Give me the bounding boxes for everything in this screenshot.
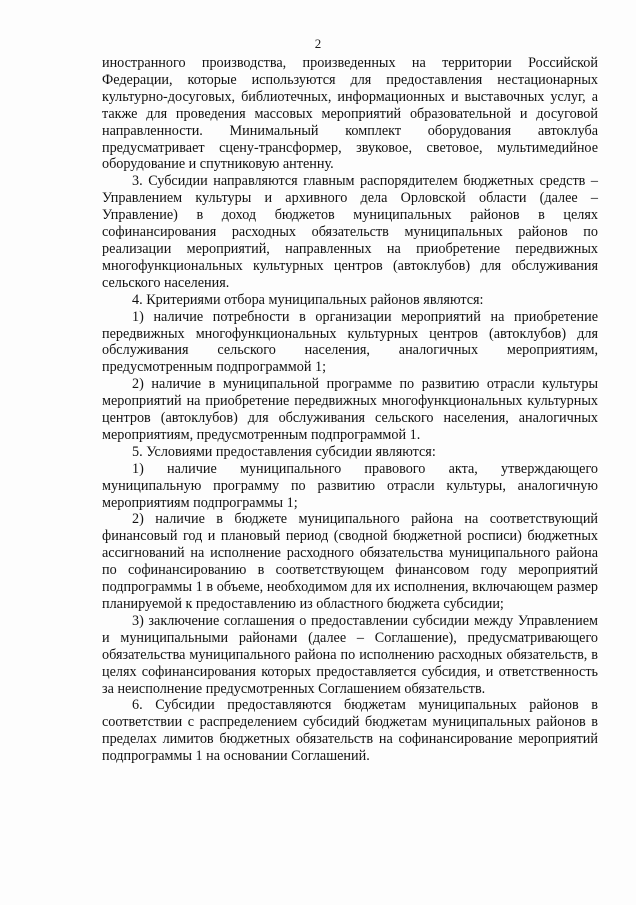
paragraph-item-5-3: 3) заключение соглашения о предоставлении субсидии между Управлением и муниципальными районами (далее – Соглашение), предусматривающего обязательства муниципального района по исполнению расходных обязательств, в целях софинансирования которых предоставляется субсидия, и ответственность за неисполнение предусмотренных Соглашением обязательств. — [102, 612, 598, 697]
paragraph-item-5-2: 2) наличие в бюджете муниципального района на соответствующий финансовый год и плановый период (сводной бюджетной росписи) бюджетных ассигнований на исполнение расходного обязательства муниципального района по софинансированию в соответствующем финансовом году мероприятий подпрограммы 1 в объеме, необходимом для их исполнения, включающем размер планируемой к предоставлению из областного бюджета субсидии; — [102, 511, 598, 612]
paragraph-item-3: 3. Субсидии направляются главным распорядителем бюджетных средств – Управлением культуры и архивного дела Орловской области (далее – Управление) в доход бюджетов муниципальных районов в целях софинансирования расходных обязательств муниципальных районов по реализации мероприятий, направленных на приобретение передвижных многофункциональных культурных центров (автоклубов) для обслуживания сельского населения. — [102, 173, 598, 291]
page-number: 2 — [314, 36, 322, 51]
paragraph-continuation: иностранного производства, произведенных на территории Российской Федерации, которые используются для предоставления нестационарных культурно-досуговых, библиотечных, информационных и выставочных услуг, а также для проведения массовых мероприятий образовательной и досуговой направленности. Минимальный комплект оборудования автоклуба предусматривает сцену-трансформер, звуковое, световое, мультимедийное оборудование и спутниковую антенну. — [102, 55, 598, 173]
paragraph-item-6: 6. Субсидии предоставляются бюджетам муниципальных районов в соответствии с распределением субсидий бюджетам муниципальных районов в пределах лимитов бюджетных обязательств на софинансирование мероприятий подпрограммы 1 на основании Соглашений. — [102, 697, 598, 765]
paragraph-item-4-1: 1) наличие потребности в организации мероприятий на приобретение передвижных многофункциональных культурных центров (автоклубов) для обслуживания сельского населения, аналогичных мероприятиям, предусмотренным подпрограммой 1; — [102, 308, 598, 376]
paragraph-item-4: 4. Критериями отбора муниципальных районов являются: — [132, 291, 484, 308]
paragraph-item-4-2: 2) наличие в муниципальной программе по развитию отрасли культуры мероприятий на приобретение передвижных многофункциональных культурных центров (автоклубов) для обслуживания сельского населения, аналогичных мероприятиям, предусмотренным подпрограммой 1. — [102, 376, 598, 443]
document-body — [102, 55, 598, 765]
paragraph-item-5: 5. Условиями предоставления субсидии являются: — [132, 443, 436, 460]
paragraph-item-5-1: 1) наличие муниципального правового акта, утверждающего муниципальную программу по развитию отрасли культуры, аналогичную мероприятиям подпрограммы 1; — [102, 460, 598, 511]
